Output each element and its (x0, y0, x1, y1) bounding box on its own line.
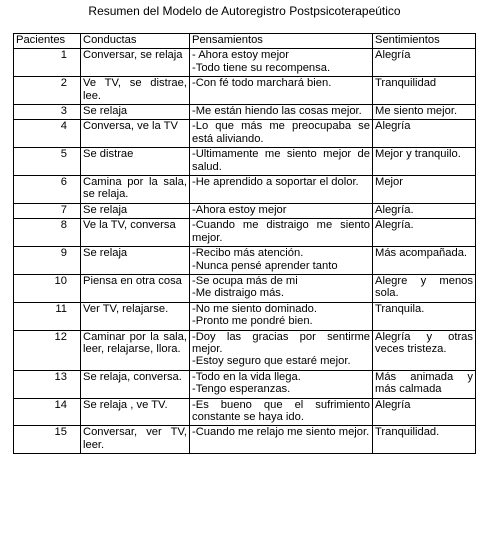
cell-sentimientos: Alegría. (373, 203, 476, 218)
cell-paciente: 1 (14, 49, 81, 77)
cell-conductas: Ver TV, relajarse. (81, 302, 190, 330)
cell-pensamientos (190, 330, 373, 370)
cell-pensamientos (190, 219, 373, 247)
header-conductas: Conductas (81, 34, 190, 49)
cell-sentimientos: Me siento mejor. (373, 105, 476, 120)
header-sentimientos: Sentimientos (373, 34, 476, 49)
cell-paciente: 13 (14, 370, 81, 398)
autoregistro-table (13, 33, 476, 454)
cell-sentimientos: Más acompañada. (373, 247, 476, 275)
cell-sentimientos: Mejor (373, 176, 476, 204)
cell-pensamientos (190, 274, 373, 302)
cell-pensamientos (190, 176, 373, 204)
cell-paciente: 8 (14, 219, 81, 247)
cell-conductas: Conversa, ve la TV (81, 120, 190, 148)
cell-pensamientos (190, 105, 373, 120)
pensamiento-line: -Recibo más atención. (192, 247, 304, 260)
pensamiento-line: -Lo que más me preocupaba se está aliviando. (192, 120, 370, 145)
pensamiento-line: -Se ocupa más de mi (192, 274, 298, 287)
pensamiento-line: -Me están hiendo las cosas mejor. (192, 105, 362, 118)
cell-conductas: Se relaja , ve TV. (81, 398, 190, 426)
cell-sentimientos: Alegría. (373, 219, 476, 247)
cell-conductas: Se relaja (81, 247, 190, 275)
cell-pensamientos (190, 49, 373, 77)
cell-conductas: Se distrae (81, 148, 190, 176)
table-row (14, 426, 476, 454)
table-row (14, 247, 476, 275)
cell-sentimientos: Tranquilidad. (373, 426, 476, 454)
cell-pensamientos (190, 247, 373, 275)
pensamiento-line: -Es bueno que el sufrimiento constante se haya ido. (192, 398, 370, 423)
table-row (14, 274, 476, 302)
cell-pensamientos (190, 302, 373, 330)
page-title: Resumen del Modelo de Autoregistro Postpsicoterapeútico (88, 4, 401, 18)
table-row (14, 176, 476, 204)
pensamiento-line: -Estoy seguro que estaré mejor. (192, 355, 351, 368)
pensamiento-line: -Pronto me pondré bien. (192, 315, 313, 328)
cell-pensamientos (190, 148, 373, 176)
cell-paciente: 3 (14, 105, 81, 120)
cell-sentimientos: Tranquilidad (373, 77, 476, 105)
cell-pensamientos (190, 426, 373, 454)
cell-paciente: 14 (14, 398, 81, 426)
pensamiento-line: -Todo en la vida llega. (192, 370, 301, 383)
cell-pensamientos (190, 203, 373, 218)
pensamiento-line: -Todo tiene su recompensa. (192, 61, 331, 74)
cell-conductas: Se relaja (81, 105, 190, 120)
cell-conductas: Camina por la sala, se relaja. (81, 176, 190, 204)
pensamiento-line: -Me distraigo más. (192, 287, 285, 300)
cell-pensamientos (190, 398, 373, 426)
cell-paciente: 15 (14, 426, 81, 454)
cell-sentimientos: Mejor y tranquilo. (373, 148, 476, 176)
pensamiento-line: -No me siento dominado. (192, 302, 317, 315)
cell-conductas: Se relaja, conversa. (81, 370, 190, 398)
cell-paciente: 7 (14, 203, 81, 218)
pensamiento-line: -Doy las gracias por sentirme mejor. (192, 330, 370, 355)
pensamiento-line: -Cuando me distraigo me siento mejor. (192, 219, 370, 244)
cell-sentimientos: Alegría (373, 398, 476, 426)
cell-paciente: 11 (14, 302, 81, 330)
pensamiento-line: - Ahora estoy mejor (192, 49, 289, 62)
cell-sentimientos: Más animada y más calmada (373, 370, 476, 398)
table-row (14, 120, 476, 148)
table-row (14, 398, 476, 426)
cell-conductas: Piensa en otra cosa (81, 274, 190, 302)
pensamiento-line: -Nunca pensé aprender tanto (192, 259, 338, 272)
cell-sentimientos: Alegría (373, 49, 476, 77)
cell-pensamientos (190, 370, 373, 398)
cell-paciente: 10 (14, 274, 81, 302)
table-header (14, 34, 476, 49)
cell-sentimientos: Alegría (373, 120, 476, 148)
cell-pensamientos (190, 77, 373, 105)
pensamiento-line: -Ultimamente me siento mejor de salud. (192, 148, 370, 173)
table-row (14, 148, 476, 176)
cell-conductas: Caminar por la sala, leer, relajarse, llora. (81, 330, 190, 370)
table-row (14, 105, 476, 120)
cell-paciente: 9 (14, 247, 81, 275)
cell-paciente: 12 (14, 330, 81, 370)
header-pacientes: Pacientes (14, 34, 81, 49)
pensamiento-line: -Ahora estoy mejor (192, 203, 287, 216)
header-pensamientos: Pensamientos (190, 34, 373, 49)
cell-paciente: 6 (14, 176, 81, 204)
cell-pensamientos (190, 120, 373, 148)
table-row (14, 49, 476, 77)
cell-sentimientos: Tranquila. (373, 302, 476, 330)
table-body (14, 49, 476, 454)
cell-conductas: Se relaja (81, 203, 190, 218)
table-row (14, 77, 476, 105)
table-row (14, 302, 476, 330)
cell-conductas: Conversar, ver TV, leer. (81, 426, 190, 454)
cell-paciente: 2 (14, 77, 81, 105)
cell-sentimientos: Alegría y otras veces tristeza. (373, 330, 476, 370)
table-row (14, 330, 476, 370)
cell-conductas: Ve la TV, conversa (81, 219, 190, 247)
table-row (14, 370, 476, 398)
table-row (14, 219, 476, 247)
pensamiento-line: -Tengo esperanzas. (192, 383, 291, 396)
pensamiento-line: -Con fé todo marchará bien. (192, 77, 332, 90)
pensamiento-line: -Cuando me relajo me siento mejor. (192, 426, 370, 439)
cell-paciente: 4 (14, 120, 81, 148)
header-row (14, 34, 476, 49)
pensamiento-line: -He aprendido a soportar el dolor. (192, 176, 359, 189)
table-row (14, 203, 476, 218)
cell-conductas: Conversar, se relaja (81, 49, 190, 77)
cell-conductas: Ve TV, se distrae, lee. (81, 77, 190, 105)
cell-paciente: 5 (14, 148, 81, 176)
cell-sentimientos: Alegre y menos sola. (373, 274, 476, 302)
